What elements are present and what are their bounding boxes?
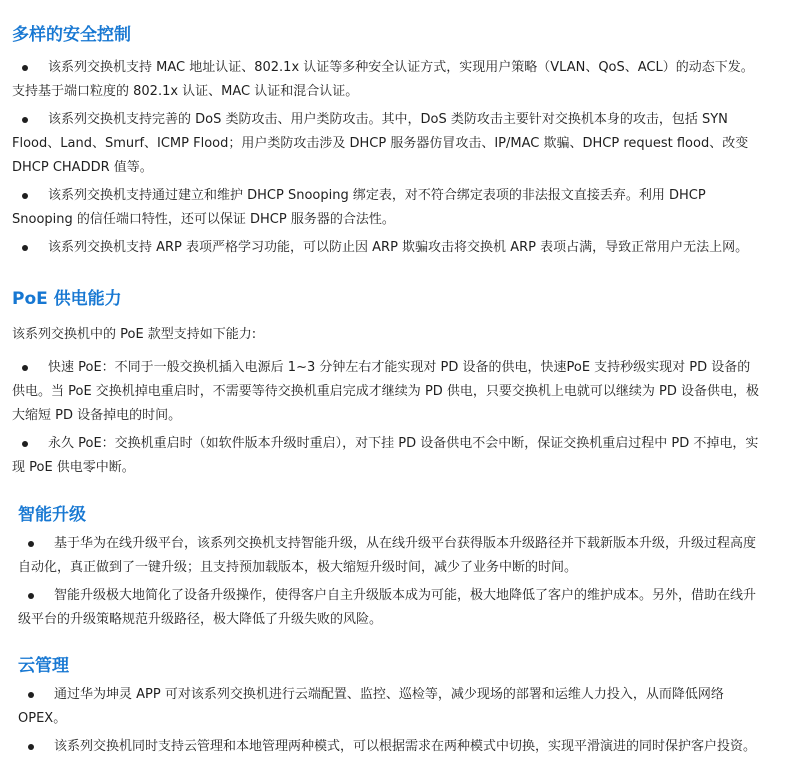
bullet-icon <box>28 593 34 599</box>
bullet-icon <box>22 365 28 371</box>
section-heading-smart-upgrade: 智能升级 <box>18 505 86 525</box>
list-item: 该系列交换机支持 ARP 表项严格学习功能，可以防止因 ARP 欺骗攻击将交换机 ARP 表项占满，导致正常用户无法上网。 <box>12 236 764 260</box>
section-cloud-management <box>0 655 790 759</box>
list-item: 永久 PoE：交换机重启时（如软件版本升级时重启），对下挂 PD 设备供电不会中断，保证交换机重启过程中 PD 不掉电，实现 PoE 供电零中断。 <box>12 436 759 475</box>
section-poe <box>0 288 790 480</box>
list-item: 通过华为坤灵 APP 可对该系列交换机进行云端配置、监控、巡检等，减少现场的部署和运维人力投入，从而降低网络 OPEX。 <box>18 687 724 726</box>
list-item: 智能升级极大地简化了设备升级操作，使得客户自主升级版本成为可能，极大地降低了客户的维护成本。另外，借助在线升级平台的升级策略规范升级路径，极大降低了升级失败的风险。 <box>18 588 757 627</box>
cloud-management-list <box>18 683 758 759</box>
section-security <box>0 24 790 260</box>
bullet-icon <box>22 65 28 71</box>
section-smart-upgrade <box>0 504 790 632</box>
list-item: 该系列交换机支持 MAC 地址认证、802.1x 认证等多种安全认证方式，实现用户策略（VLAN、QoS、ACL）的动态下发。支持基于端口粒度的 802.1x 认证、MAC 认证和混合认证。 <box>12 60 754 99</box>
security-list <box>12 56 764 260</box>
list-item: 基于华为在线升级平台，该系列交换机支持智能升级，从在线升级平台获得版本升级路径并下载新版本升级，升级过程高度自动化，真正做到了一键升级；且支持预加载版本，极大缩短升级时间，减少了业务中断的时间。 <box>18 536 757 575</box>
poe-list <box>12 356 760 480</box>
list-item: 该系列交换机同时支持云管理和本地管理两种模式，可以根据需求在两种模式中切换，实现平滑演进的同时保护客户投资。 <box>18 735 758 759</box>
bullet-icon <box>22 441 28 447</box>
section-intro-poe: 该系列交换机中的 PoE 款型支持如下能力: <box>12 327 257 342</box>
list-item: 该系列交换机支持完善的 DoS 类防攻击、用户类防攻击。其中，DoS 类防攻击主要针对交换机本身的攻击，包括 SYN Flood、Land、Smurf、ICMP Flood；用户类防攻击涉及 DHCP 服务器仿冒攻击、IP/MAC 欺骗、DHCP request flood、改变 DHCP CHADDR 值等。 <box>12 112 749 175</box>
bullet-icon <box>22 245 28 251</box>
bullet-icon <box>28 744 34 750</box>
section-heading-poe: PoE 供电能力 <box>12 289 122 309</box>
bullet-icon <box>22 193 28 199</box>
section-heading-security: 多样的安全控制 <box>12 25 131 45</box>
bullet-icon <box>22 117 28 123</box>
bullet-icon <box>28 692 34 698</box>
smart-upgrade-list <box>18 532 758 632</box>
bullet-icon <box>28 541 34 547</box>
list-item: 该系列交换机支持通过建立和维护 DHCP Snooping 绑定表，对不符合绑定表项的非法报文直接丢弃。利用 DHCP Snooping 的信任端口特性，还可以保证 DHCP 服务器的合法性。 <box>12 188 706 227</box>
list-item: 快速 PoE：不同于一般交换机插入电源后 1~3 分钟左右才能实现对 PD 设备的供电，快速PoE 支持秒级实现对 PD 设备的供电。当 PoE 交换机掉电重启时，不需要等待交换机重启完成才继续为 PD 供电，只要交换机上电就可以继续为 PD 设备供电，极大缩短 PD 设备掉电的时间。 <box>12 360 760 423</box>
section-heading-cloud-management: 云管理 <box>18 656 69 676</box>
